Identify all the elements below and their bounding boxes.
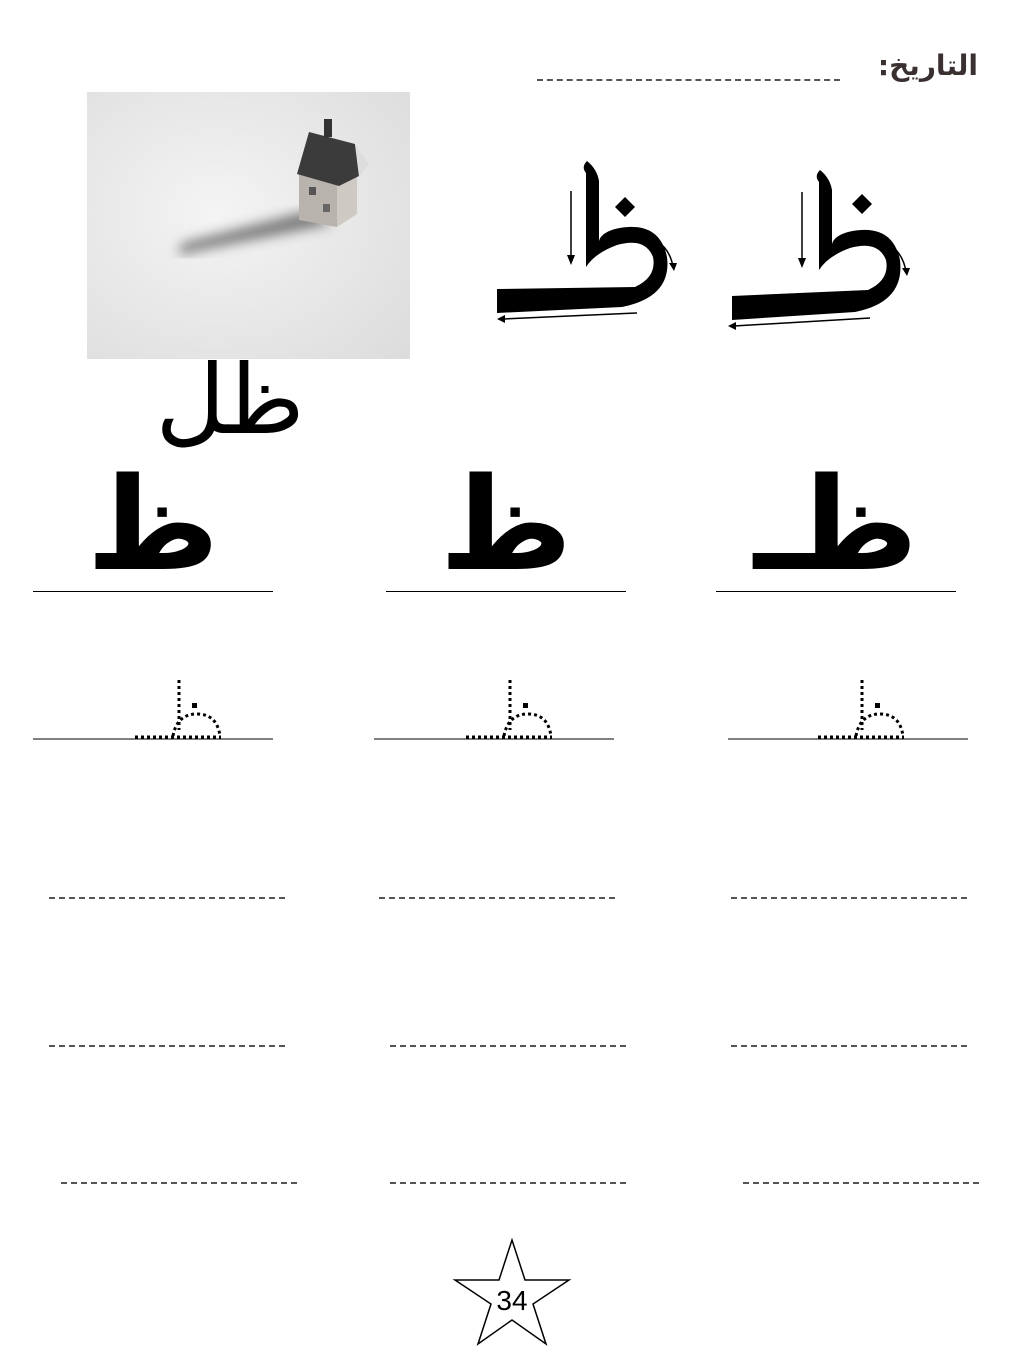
page-number: 34 bbox=[496, 1285, 528, 1316]
date-label: التاريخ: bbox=[877, 49, 978, 82]
house-shadow-photo bbox=[87, 92, 410, 359]
practice-line[interactable] bbox=[49, 897, 285, 899]
page-number-star bbox=[452, 1238, 572, 1346]
date-answer-line[interactable] bbox=[537, 79, 840, 81]
stroke-direction-arrows-icon bbox=[487, 147, 687, 337]
trace-letter-cell[interactable] bbox=[33, 670, 273, 740]
stroke-order-diagram-isolated bbox=[487, 147, 687, 337]
example-word: ظل bbox=[155, 344, 305, 456]
stroke-order-diagram-initial bbox=[720, 152, 920, 342]
dotted-letter-icon bbox=[728, 670, 968, 742]
trace-letter-cell[interactable] bbox=[374, 670, 614, 740]
baseline bbox=[386, 591, 626, 592]
practice-line[interactable] bbox=[390, 1045, 626, 1047]
baseline bbox=[716, 591, 956, 592]
practice-line[interactable] bbox=[61, 1182, 297, 1184]
practice-line[interactable] bbox=[379, 897, 615, 899]
house-photo-icon bbox=[87, 92, 410, 359]
practice-line[interactable] bbox=[731, 1045, 967, 1047]
model-letter-cell bbox=[33, 451, 273, 600]
practice-line[interactable] bbox=[731, 897, 967, 899]
model-letter: ظـ bbox=[753, 451, 919, 600]
model-letter-cell bbox=[386, 451, 626, 600]
baseline bbox=[33, 591, 273, 592]
model-letter: ظ bbox=[86, 451, 220, 600]
practice-line[interactable] bbox=[49, 1045, 285, 1047]
practice-line[interactable] bbox=[743, 1182, 979, 1184]
model-letter: ظ bbox=[439, 451, 573, 600]
dotted-letter-icon bbox=[33, 670, 273, 742]
trace-letter-cell[interactable] bbox=[728, 670, 968, 740]
dotted-letter-icon bbox=[374, 670, 614, 742]
star-icon bbox=[452, 1238, 572, 1346]
practice-line[interactable] bbox=[390, 1182, 626, 1184]
model-letter-cell bbox=[716, 451, 956, 600]
stroke-direction-arrows-icon bbox=[720, 152, 920, 342]
